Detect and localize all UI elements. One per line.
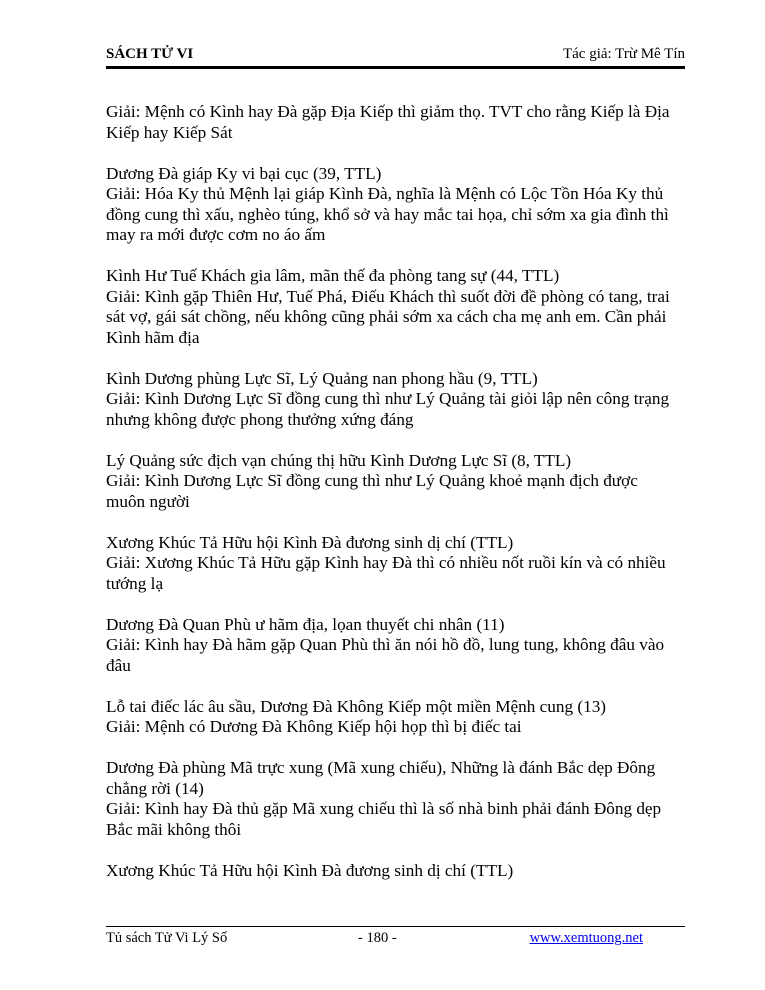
paragraph-block	[106, 615, 690, 677]
text-line: Giải: Kình hay Đà thủ gặp Mã xung chiếu thì là số nhà binh phải đánh Đông dẹp	[106, 799, 662, 818]
page-number: - 180 -	[358, 930, 397, 946]
text-line: Bắc mãi không thôi	[106, 819, 242, 839]
text-line: Dương Đà giáp Ky vi bại cục (39, TTL)	[106, 163, 382, 183]
text-line: chẳng rời (14)	[106, 778, 204, 798]
text-line: Kiếp hay Kiếp Sát	[106, 122, 233, 142]
book-title: SÁCH TỬ VI	[106, 46, 194, 62]
text-line: Xương Khúc Tả Hữu hội Kình Đà đương sinh dị chí (TTL)	[106, 532, 514, 552]
text-line: Dương Đà phùng Mã trực xung (Mã xung chiếu), Những là đánh Bắc dẹp Đông	[106, 758, 656, 777]
text-line: Giải: Mệnh có Dương Đà Không Kiếp hội họp thì bị điếc tai	[106, 717, 522, 736]
page-header	[106, 44, 685, 69]
page-body	[106, 102, 690, 902]
text-line: Lỗ tai điếc lác âu sầu, Dương Đà Không Kiếp một miền Mệnh cung (13)	[106, 696, 607, 716]
text-line: muôn người	[106, 491, 190, 511]
text-line: Giải: Hóa Ky thủ Mệnh lại giáp Kình Đà, nghĩa là Mệnh có Lộc Tồn Hóa Ky thủ	[106, 184, 664, 203]
paragraph-block	[106, 697, 690, 738]
text-line: tướng lạ	[106, 573, 164, 593]
text-line: Giải: Kình Dương Lực Sĩ đồng cung thì như Lý Quảng khoẻ mạnh địch được	[106, 471, 638, 490]
text-line: sát vợ, gái sát chồng, nếu không cũng phải sớm xa cách cha mẹ anh em. Cần phải	[106, 307, 667, 326]
text-line: Giải: Mệnh có Kình hay Đà gặp Địa Kiếp thì giảm thọ. TVT cho rằng Kiếp là Địa	[106, 102, 670, 121]
page-footer	[106, 926, 685, 951]
website-link[interactable]: www.xemtuong.net	[529, 930, 643, 946]
text-line: đâu	[106, 655, 131, 675]
text-line: Kình Hư Tuế Khách gia lâm, mãn thế đa phòng tang sự (44, TTL)	[106, 266, 560, 285]
series-name: Tủ sách Tử Vi Lý Số	[106, 930, 228, 946]
paragraph-block	[106, 861, 690, 882]
paragraph-block	[106, 102, 690, 143]
paragraph-block	[106, 164, 690, 246]
text-line: đồng cung thì xấu, nghèo túng, khổ sở và hay mắc tai họa, chỉ sớm xa gia đình thì	[106, 204, 669, 224]
text-line: Giải: Xương Khúc Tả Hữu gặp Kình hay Đà thì có nhiều nốt ruồi kín và có nhiều	[106, 553, 666, 572]
paragraph-block	[106, 369, 690, 431]
text-line: Giải: Kình Dương Lực Sĩ đồng cung thì như Lý Quảng tài giỏi lập nên công trạng	[106, 389, 670, 408]
text-line: nhưng không được phong thưởng xứng đáng	[106, 409, 414, 429]
paragraph-block	[106, 451, 690, 513]
author-label: Tác giả: Trừ Mê Tín	[562, 46, 685, 62]
text-line: may ra mới được cơm no áo ấm	[106, 225, 326, 244]
text-line: Xương Khúc Tả Hữu hội Kình Đà đương sinh dị chí (TTL)	[106, 860, 514, 880]
text-line: Kình Dương phùng Lực Sĩ, Lý Quảng nan phong hầu (9, TTL)	[106, 368, 538, 388]
text-line: Lý Quảng sức địch vạn chúng thị hữu Kình Dương Lực Sĩ (8, TTL)	[106, 450, 572, 470]
paragraph-block	[106, 758, 690, 840]
paragraph-block	[106, 266, 690, 348]
paragraph-block	[106, 533, 690, 595]
text-line: Kình hãm địa	[106, 327, 200, 347]
text-line: Giải: Kình gặp Thiên Hư, Tuế Phá, Điếu Khách thì suốt đời đề phòng có tang, trai	[106, 286, 670, 306]
text-line: Giải: Kình hay Đà hãm gặp Quan Phù thì ăn nói hồ đồ, lung tung, không đâu vào	[106, 635, 665, 654]
text-line: Dương Đà Quan Phù ư hãm địa, lọan thuyết chi nhân (11)	[106, 614, 505, 634]
